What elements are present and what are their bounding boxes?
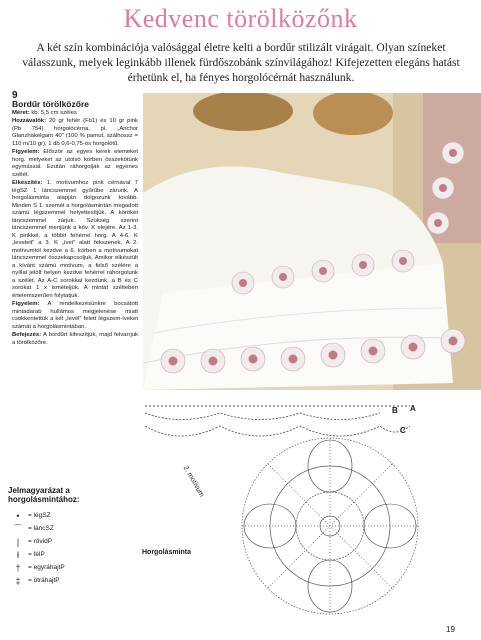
- section-text: 20 gr fehér (Fb1) és 10 gr pink (Pb 754) horgolócérna, pl. „Anchor Glanzhäkelgarn 40" (100 % pamut, szálhossz = 110 m/10 gr), 1 db 0,6-0,75-ös horgolótű.: [12, 118, 138, 147]
- intro-text: A két szín kombinációja valósággal életre kelti a bordűr stilizált virágait. Olyan színeket válasszunk, melyek leginkább illenek fürdőszobánk színvilágához! Kifejezetten elegáns hatást érhetünk el, ha fényes horgolócérnát használunk.: [22, 41, 460, 84]
- legend-symbol: |: [16, 536, 20, 547]
- legend-symbol: •: [16, 510, 20, 521]
- row-label-a: A: [410, 404, 416, 413]
- section-text: A bordűrt kifeszítjük, majd felvarrjuk a törölközőre.: [12, 332, 138, 346]
- section-label: Hozzávalók:: [12, 118, 47, 124]
- crochet-diagram: [140, 396, 481, 624]
- legend-item: [8, 548, 138, 561]
- legend-item: [8, 561, 138, 574]
- legend-name: = légSZ: [28, 512, 51, 519]
- instruction-section: [12, 118, 138, 148]
- legend-item: [8, 574, 138, 587]
- legend-symbol: †: [15, 562, 21, 573]
- legend-name: = láncSZ: [28, 525, 54, 532]
- crochet-diagram-drawing: [140, 396, 481, 624]
- row-label-b: B: [392, 406, 398, 415]
- page-number: 19: [446, 625, 455, 634]
- instruction-section: [12, 332, 138, 347]
- diagram-label: Horgolásminta: [142, 549, 192, 556]
- section-text: A rendelkezésünkre bocsátott mintadarab hullámos megjelenése miatt csökkentettük a két „levél" felett légszem-íveket számát a horgolásmintában.: [12, 301, 139, 330]
- instruction-section: [12, 110, 138, 118]
- section-text: 1. motívumhoz pink cérnával 7 légSZ 1 láncszemmel gyűrűbe zárunk. A horgolásminta alapján dolgozunk tovább. Minden S 1. szemét a horgolásmintán megadott számú légszemmel helyettesítjük. A köröket láncszemmel zárjuk. Szükség szerint láncszemmel menjünk a köv. K elejére. Az 1-3. K pinkkel, a többit fehérrel horg. A 4-6. K „leveleit" a 3. K „ívei" alatt fekszenek. A 2. motívumtól kezdve a 6. körben a motívumokat láncszemmel összekapcsoljuk. Amikor elkészült a kívánt számú motívum, a felső szélére a nyíllal jelölt helyen kezdve fehérrel ráhorgolunk a szélét. Az A-C sorokkal kezdünk, a B és C sorokat 1 x ismételjük. A mintát szélteben értelemszerűen folytatjuk.: [12, 180, 139, 299]
- towel-photo-drawing: [143, 93, 481, 390]
- section-text: kb. 5,5 cm széles: [31, 109, 77, 116]
- legend-item: [8, 522, 138, 535]
- section-label: Méret:: [12, 109, 30, 116]
- instruction-sections: [12, 110, 138, 348]
- section-label: Figyelem:: [12, 301, 40, 307]
- instructions: [12, 101, 138, 348]
- motif-label: 2. motívum: [181, 464, 205, 499]
- section-label: Figyelem:: [12, 149, 40, 155]
- legend-item: [8, 535, 138, 548]
- legend-symbol: ⌒: [13, 524, 23, 534]
- section-label: Elkészítés:: [12, 180, 43, 186]
- pattern-title: Bordűr törölközőre: [12, 99, 89, 109]
- instruction-section: [12, 180, 138, 300]
- pattern-number: 9: [12, 90, 18, 101]
- legend-name: = rövidP: [28, 538, 53, 545]
- row-label-c: C: [400, 426, 406, 435]
- legend-symbol: ‡: [15, 575, 21, 586]
- legend-name: = félP: [28, 551, 45, 558]
- section-text: Először az egyes kerek elemeket horg. melyeket az utolsó körben összekötünk egymással. Ezután ráhorgolják az egyenes szélét.: [12, 149, 139, 178]
- page-title: Kedvenc törölközőnk: [123, 4, 358, 33]
- legend-symbol: ł: [17, 549, 19, 560]
- legend-name: = ötráhajtP: [28, 577, 60, 584]
- legend: [8, 486, 138, 587]
- towel-photo: [143, 93, 481, 390]
- instruction-section: [12, 301, 138, 331]
- instruction-section: [12, 149, 138, 179]
- legend-item: [8, 509, 138, 522]
- section-label: Befejezés:: [12, 332, 42, 338]
- legend-items: [8, 509, 138, 587]
- legend-name: = egyráhajtP: [28, 564, 65, 571]
- legend-title: Jelmagyarázat a horgolásmintához:: [8, 486, 80, 504]
